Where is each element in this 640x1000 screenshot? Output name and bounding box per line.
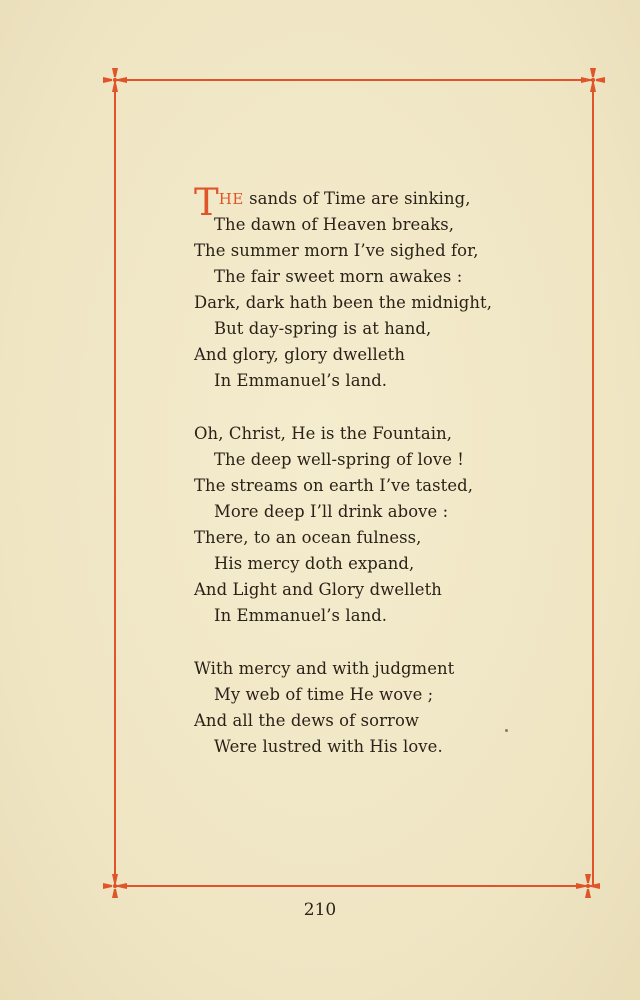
poem-line: The dawn of Heaven breaks, (214, 215, 455, 234)
paper-speck (505, 729, 508, 732)
stanza-break (194, 629, 574, 656)
corner-cross-bottom-left-icon (102, 873, 128, 899)
stanza-1 (194, 181, 574, 394)
frame-top-border (116, 79, 592, 81)
stanza-break (194, 394, 574, 421)
poem-line: With mercy and with judgment (194, 659, 455, 678)
poem-line: Dark, dark hath been the midnight, (194, 293, 493, 312)
frame-left-border (114, 81, 116, 886)
poem-line: But day-spring is at hand, (214, 319, 432, 338)
first-line-text: sands of Time are sinking, (243, 189, 471, 208)
poem-line: And glory, glory dwelleth (194, 345, 405, 364)
stanza-3 (194, 656, 574, 760)
poem-line: And all the dews of sorrow (194, 711, 420, 730)
poem-line: In Emmanuel’s land. (214, 606, 388, 625)
poem-text (194, 181, 574, 760)
poem-line: Were lustred with His love. (214, 737, 443, 756)
poem-line: The streams on earth I’ve tasted, (194, 476, 474, 495)
poem-line: The fair sweet morn awakes : (214, 267, 463, 286)
poem-line: The summer morn I’ve sighed for, (194, 241, 479, 260)
page-number: 210 (303, 900, 337, 920)
frame-right-border (592, 81, 594, 886)
small-caps-word: HE (218, 190, 244, 208)
poem-line: There, to an ocean fulness, (194, 528, 422, 547)
poem-line: The deep well-spring of love ! (214, 450, 464, 469)
poem-line-first (194, 181, 574, 224)
corner-cross-bottom-right-icon (575, 873, 601, 899)
poem-line: More deep I’ll drink above : (214, 502, 449, 521)
frame-bottom-border (116, 885, 592, 887)
poem-line: His mercy doth expand, (214, 554, 415, 573)
poem-line: And Light and Glory dwelleth (194, 580, 442, 599)
poem-line: My web of time He wove ; (214, 685, 434, 704)
poem-line: Oh, Christ, He is the Fountain, (194, 424, 453, 443)
drop-cap: T (194, 181, 219, 224)
stanza-2 (194, 421, 574, 629)
poem-line: In Emmanuel’s land. (214, 371, 388, 390)
corner-cross-top-left-icon (102, 67, 128, 93)
corner-cross-top-right-icon (580, 67, 606, 93)
